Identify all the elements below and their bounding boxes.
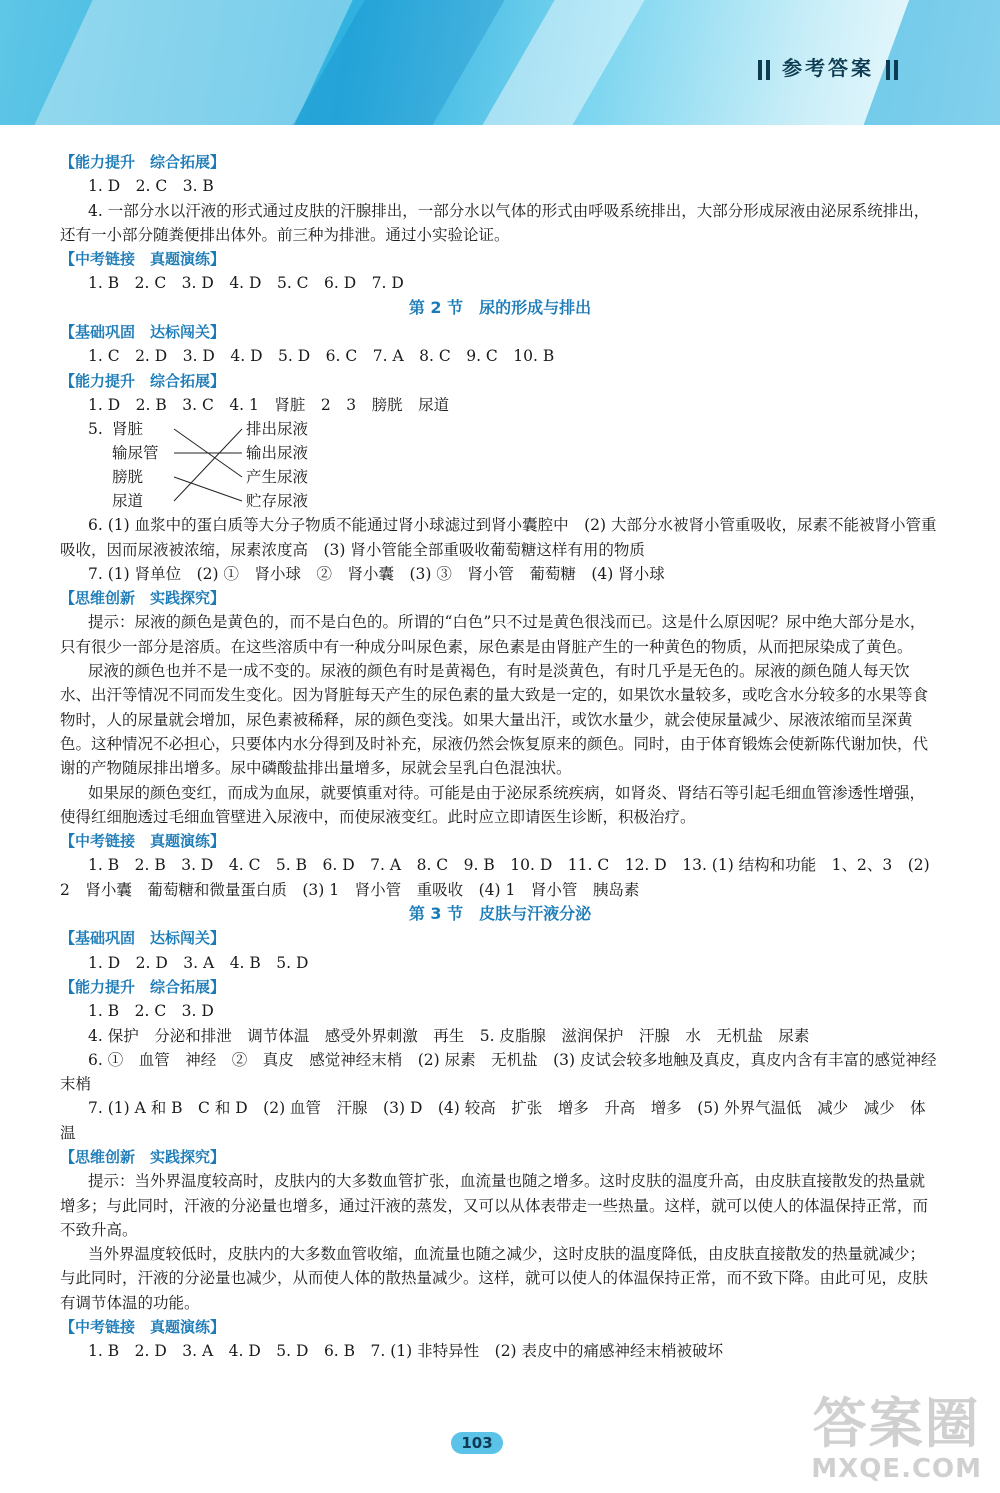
watermark-url: MXQE.COM bbox=[811, 1454, 982, 1484]
page-number: 103 bbox=[451, 1432, 503, 1454]
answer-paragraph: 尿液的颜色也并不是一成不变的。尿液的颜色有时是黄褐色，有时是淡黄色，有时几乎是无色的。尿液的颜色随人每天饮水、出汗等情况不同而发生变化。因为肾脏每天产生的尿色素的量大致是一定的，如果饮水量较多，或吃含水分较多的水果等食物时，人的尿量就会增加，尿色素被稀释，尿的颜色变浅。如果大量出汗，或饮水量少，就会使尿量减少、尿液浓缩而呈深黄色。这种情况不必担心，只要体内水分得到及时补充，尿液仍然会恢复原来的颜色。同时，由于体育锻炼会使新陈代谢加快，代谢的产物随尿排出增多。尿中磷酸盐排出量增多，尿就会呈乳白色混浊状。 bbox=[60, 662, 929, 778]
answer-line: 4. 保护 分泌和排泄 调节体温 感受外界刺激 再生 5. 皮脂腺 滋润保护 汗腺 水 无机盐 尿素 bbox=[88, 1026, 810, 1045]
answer-line: 6. ① 血管 神经 ② 真皮 感觉神经末梢 (2) 尿素 无机盐 (3) 皮试会较多地触及真皮，真皮内含有丰富的感觉神经末梢 bbox=[60, 1050, 937, 1094]
section-tag: 【中考链接 真题演练】 bbox=[60, 1318, 226, 1337]
matching-right-item: 输出尿液 bbox=[246, 444, 309, 463]
answer-line: 1. D 2. D 3. A 4. B 5. D bbox=[88, 953, 309, 972]
section-title: 第 3 节 皮肤与汗液分泌 bbox=[408, 904, 592, 924]
matching-left-item: 膀胱 bbox=[112, 468, 144, 487]
matching-right-item: 排出尿液 bbox=[246, 420, 309, 439]
answer-line: 7. (1) A 和 B C 和 D (2) 血管 汗腺 (3) D (4) 较高 扩张 增多 升高 增多 (5) 外界气温低 减少 减少 体温 bbox=[60, 1099, 926, 1142]
matching-left-item: 肾脏 bbox=[112, 420, 144, 439]
answer-line: 1. D 2. B 3. C 4. 1 肾脏 2 3 膀胱 尿道 bbox=[88, 395, 450, 414]
section-title: 第 2 节 尿的形成与排出 bbox=[408, 297, 592, 317]
answer-paragraph: 提示：当外界温度较高时，皮肤内的大多数血管扩张，血流量也随之增多。这时皮肤的温度升高，由皮肤直接散发的热量就增多；与此同时，汗液的分泌量也增多，通过汗液的蒸发，又可以从体表带走一些热量。这样，就可以使人的体温保持正常，而不致升高。 bbox=[60, 1172, 929, 1239]
section-tag: 【基础巩固 达标闯关】 bbox=[60, 929, 226, 948]
answer-line: 7. (1) 肾单位 (2) ① 肾小球 ② 肾小囊 (3) ③ 肾小管 葡萄糖 (4) 肾小球 bbox=[88, 564, 665, 583]
section-tag: 【能力提升 综合拓展】 bbox=[60, 153, 226, 171]
watermark-logo bbox=[811, 1394, 982, 1484]
answer-line: 1. D 2. C 3. B bbox=[88, 177, 214, 196]
matching-right-item: 贮存尿液 bbox=[246, 492, 309, 511]
header-title: 参考答案 bbox=[756, 52, 900, 81]
watermark-text: 答案圈 bbox=[812, 1392, 981, 1455]
answer-line: 1. B 2. B 3. D 4. C 5. B 6. D 7. A 8. C 9. B 10. D 11. C 12. D 13. (1) 结构和功能 1、2、3 (2) 2 肾小囊 葡萄糖和微量蛋白质 (3) 1 肾小管 重吸收 (4) 1 肾小管 胰岛素 bbox=[60, 856, 935, 899]
section-tag: 【思维创新 实践探究】 bbox=[60, 1147, 226, 1166]
section-tag: 【中考链接 真题演练】 bbox=[60, 250, 226, 269]
section-tag: 【思维创新 实践探究】 bbox=[60, 589, 226, 608]
matching-right-item: 产生尿液 bbox=[246, 468, 309, 487]
answer-line: 6. (1) 血浆中的蛋白质等大分子物质不能通过肾小球滤过到肾小囊腔中 (2) 大部分水被肾小管重吸收，尿素不能被肾小管重吸收，因而尿液被浓缩，尿素浓度高 (3) 肾小管能全部重吸收葡萄糖这样有用的物质 bbox=[60, 516, 937, 559]
answer-line: 1. C 2. D 3. D 4. D 5. D 6. C 7. A 8. C 9. C 10. B bbox=[88, 347, 555, 366]
matching-lines bbox=[60, 417, 360, 513]
answer-line: 1. B 2. C 3. D 4. D 5. C 6. D 7. D bbox=[88, 274, 404, 293]
answer-line: 1. B 2. D 3. A 4. D 5. D 6. B 7. (1) 非特异性 (2) 表皮中的痛感神经末梢被破坏 bbox=[88, 1342, 724, 1361]
answer-paragraph: 当外界温度较低时，皮肤内的大多数血管收缩，血流量也随之减少，这时皮肤的温度降低，由皮肤直接散发的热量就减少；与此同时，汗液的分泌量也减少，从而使人体的散热量减少。这样，就可以使人的体温保持正常，而不致下降。由此可见，皮肤有调节体温的功能。 bbox=[60, 1245, 929, 1312]
section-tag: 【能力提升 综合拓展】 bbox=[60, 977, 226, 996]
matching-prefix: 5. bbox=[88, 420, 103, 439]
section-tag: 【基础巩固 达标闯关】 bbox=[60, 323, 226, 342]
header-banner bbox=[0, 0, 1000, 125]
answer-content bbox=[60, 150, 940, 1364]
matching-diagram bbox=[60, 417, 940, 513]
matching-left-item: 尿道 bbox=[112, 492, 144, 511]
section-tag: 【能力提升 综合拓展】 bbox=[60, 371, 226, 390]
answer-line: 1. B 2. C 3. D bbox=[88, 1002, 214, 1021]
matching-left-item: 输尿管 bbox=[112, 444, 159, 463]
answer-paragraph: 如果尿的颜色变红，而成为血尿，就要慎重对待。可能是由于泌尿系统疾病，如肾炎、肾结石等引起毛细血管渗透性增强，使得红细胞透过毛细血管壁进入尿液中，而使尿液变红。此时应立即请医生诊断，积极治疗。 bbox=[60, 783, 926, 826]
answer-paragraph: 提示：尿液的颜色是黄色的，而不是白色的。所谓的“白色”只不过是黄色很浅而已。这是什么原因呢？尿中绝大部分是水，只有很少一部分是溶质。在这些溶质中有一种成分叫尿色素，尿色素是由肾脏产生的一种黄色的物质，从而把尿染成了黄色。 bbox=[60, 613, 926, 656]
answer-line: 4. 一部分水以汗液的形式通过皮肤的汗腺排出，一部分水以气体的形式由呼吸系统排出，大部分形成尿液由泌尿系统排出，还有一小部分随粪便排出体外。前三种为排泄。通过小实验论证。 bbox=[60, 201, 930, 244]
section-tag: 【中考链接 真题演练】 bbox=[60, 832, 226, 851]
